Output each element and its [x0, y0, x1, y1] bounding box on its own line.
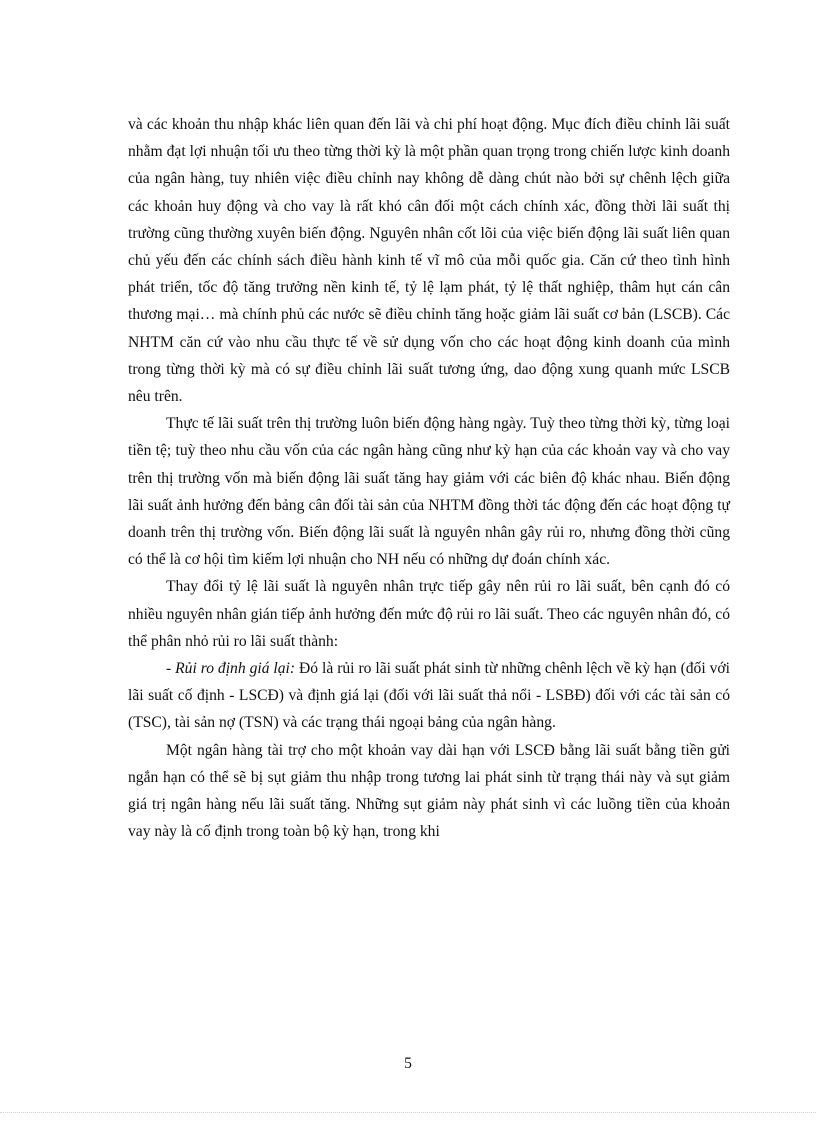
page-bottom-divider: [0, 1112, 816, 1113]
paragraph-2: Thực tế lãi suất trên thị trường luôn biến động hàng ngày. Tuỳ theo từng thời kỳ, từng loại tiền tệ; tuỳ theo nhu cầu vốn của các ngân hàng cũng như kỳ hạn của các khoản vay và cho vay trên thị trường vốn mà biến động lãi suất tăng hay giảm với các biên độ khác nhau. Biến động lãi suất ảnh hưởng đến bảng cân đối tài sản của NHTM đồng thời tác động đến các hoạt động tự doanh trên thị trường vốn. Biến động lãi suất là nguyên nhân gây rủi ro, nhưng đồng thời cũng có thể là cơ hội tìm kiếm lợi nhuận cho NH nếu có những dự đoán chính xác.: [128, 415, 730, 569]
paragraph-1: và các khoản thu nhập khác liên quan đến lãi và chi phí hoạt động. Mục đích điều chỉnh lãi suất nhằm đạt lợi nhuận tối ưu theo từng thời kỳ là một phần quan trọng trong chiến lược kinh doanh của ngân hàng, tuy nhiên việc điều chỉnh nay không dễ dàng chút nào bởi sự chênh lệch giữa các khoản huy động và cho vay là rất khó cân đối một cách chính xác, đồng thời lãi suất thị trường cũng thường xuyên biến động. Nguyên nhân cốt lõi của việc biến động lãi suất liên quan chủ yếu đến các chính sách điều hành kinh tế vĩ mô của mỗi quốc gia. Căn cứ theo tình hình phát triển, tốc độ tăng trưởng nền kinh tế, tỷ lệ lạm phát, tỷ lệ thất nghiệp, thâm hụt cán cân thương mại… mà chính phủ các nước sẽ điều chỉnh tăng hoặc giảm lãi suất cơ bản (LSCB). Các NHTM căn cứ vào nhu cầu thực tế về sử dụng vốn cho các hoạt động kinh doanh của mình trong từng thời kỳ mà có sự điều chỉnh lãi suất tương ứng, dao động xung quanh mức LSCB nêu trên.: [128, 116, 730, 406]
repricing-risk-definition: Đó là rủi ro lãi suất phát sinh từ những chênh lệch về kỳ hạn (đối với lãi suất cố định - LSCĐ) và định giá lại (đối với lãi suất thả nổi - LSBĐ) đối với các tài sản có (TSC), tài sản nợ (TSN) và các trạng thái ngoại bảng của ngân hàng.: [128, 660, 730, 732]
page-number: 5: [404, 1055, 412, 1072]
paragraph-5: Một ngân hàng tài trợ cho một khoản vay dài hạn với LSCĐ bằng lãi suất bằng tiền gửi ngắn hạn có thể sẽ bị sụt giảm thu nhập trong tương lai phát sinh từ trạng thái này và sụt giảm giá trị ngân hàng nếu lãi suất tăng. Những sụt giảm này phát sinh vì các luồng tiền của khoản vay này là cố định trong toàn bộ kỳ hạn, trong khi: [128, 741, 730, 841]
paragraph-4: [128, 655, 730, 737]
paragraph-3: Thay đổi tỷ lệ lãi suất là nguyên nhân trực tiếp gây nên rủi ro lãi suất, bên cạnh đó có nhiều nguyên nhân gián tiếp ảnh hưởng đến mức độ rủi ro lãi suất. Theo các nguyên nhân đó, có thể phân nhỏ rủi ro lãi suất thành:: [128, 578, 730, 650]
body-text: [128, 111, 730, 845]
repricing-risk-term: - Rủi ro định giá lại:: [166, 660, 296, 678]
